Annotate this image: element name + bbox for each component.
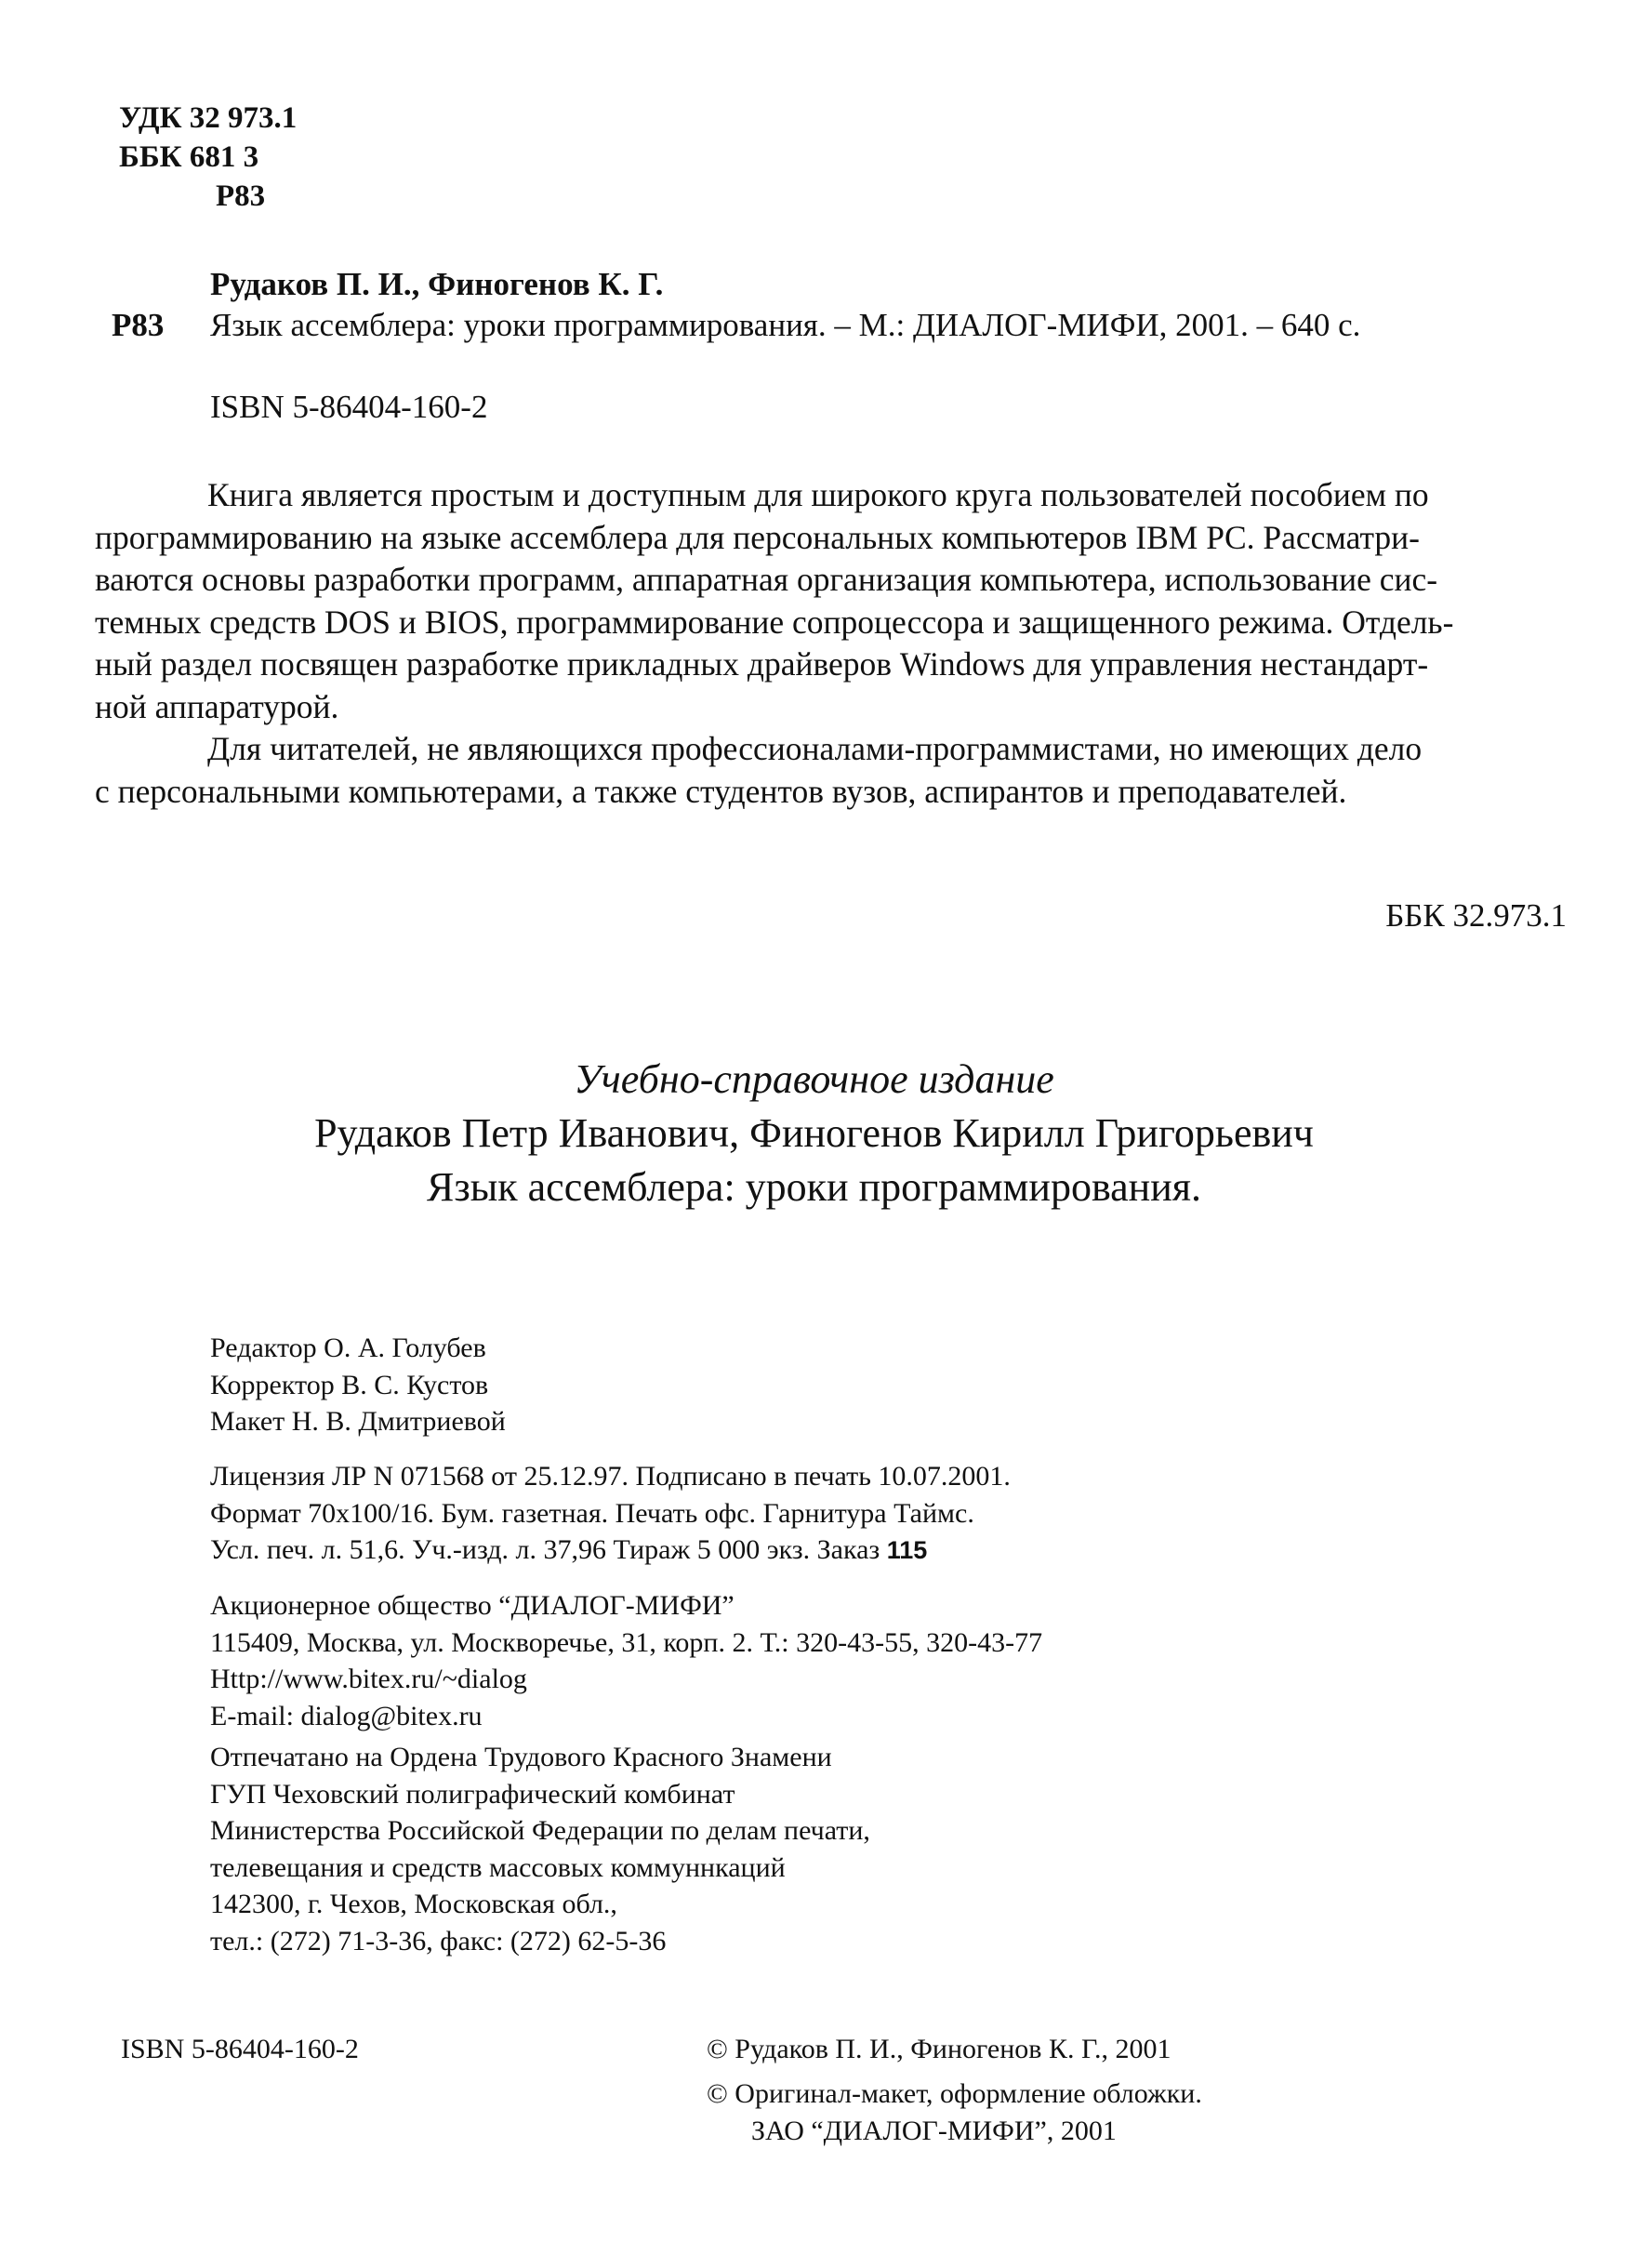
staff-editor: Редактор О. А. Голубев [210,1333,486,1363]
footer-isbn: ISBN 5-86404-160-2 [121,2034,359,2064]
copyright-publisher: ЗАО “ДИАЛОГ-МИФИ”, 2001 [751,2115,1117,2146]
abstract-line: ваются основы разработки программ, аппаратная организация компьютера, использование сис- [95,561,1438,598]
abstract [95,474,1582,813]
license-line: Лицензия ЛР N 071568 от 25.12.97. Подписано в печать 10.07.2001. [210,1461,1011,1492]
publisher-website: Http://www.bitex.ru/~dialog [210,1664,527,1694]
print-run-line [210,1532,1011,1570]
printer-line: телевещания и средств массовых коммуннкаций [210,1851,786,1883]
format-line: Формат 70x100/16. Бум. газетная. Печать офс. Гарнитура Таймс. [210,1497,974,1529]
edition-authors: Рудаков Петр Иванович, Финогенов Кирилл Григорьевич [314,1110,1314,1156]
printer-line: Министерства Российской Федерации по делам печати, [210,1815,870,1846]
copyright-authors: © Рудаков П. И., Финогенов К. Г., 2001 [707,2034,1171,2064]
bbk-code: ББК 681 3 [119,140,259,174]
reference-margin-code: Р83 [112,307,165,343]
reference-authors: Рудаков П. И., Финогенов К. Г. [210,266,664,302]
printer-line: 142300, г. Чехов, Московская обл., [210,1889,617,1919]
publisher-name: Акционерное общество “ДИАЛОГ-МИФИ” [210,1590,735,1621]
publisher-email: E-mail: dialog@bitex.ru [210,1700,483,1731]
publisher-block [210,1587,1042,1734]
printer-block [210,1739,870,1959]
edition-type: Учебно-справочное издание [574,1056,1054,1102]
printer-line: Отпечатано на Ордена Трудового Красного Знамени [210,1742,832,1772]
print-run-text: Усл. печ. л. 51,6. Уч.-изд. л. 37,96 Тираж 5 000 экз. Заказ [210,1534,880,1565]
udk-code: УДК 32 973.1 [119,101,298,135]
abstract-paragraph-1 [95,474,1582,728]
reference-isbn: ISBN 5-86404-160-2 [210,389,488,425]
abstract-line: с персональными компьютерами, а также студентов вузов, аспирантов и преподавателей. [95,772,1347,810]
abstract-line: Для читателей, не являющихся профессионалами-программистами, но имеющих дело [207,730,1423,767]
license-block [210,1458,1011,1570]
staff-list [210,1330,506,1440]
publisher-address: 115409, Москва, ул. Москворечье, 31, корп. 2. Т.: 320-43-55, 320-43-77 [210,1626,1043,1658]
order-number: 115 [886,1536,928,1564]
abstract-line: ной аппаратурой. [95,687,339,725]
bbk-classification: ББК 32.973.1 [1385,897,1567,934]
abstract-line: ный раздел посвящен разработке прикладных драйверов Windows для управления нестандарт- [95,645,1429,683]
staff-layout: Макет Н. В. Дмитриевой [210,1406,506,1437]
abstract-paragraph-2 [95,728,1582,813]
staff-proofreader: Корректор В. С. Кустов [210,1369,489,1400]
printer-line: ГУП Чеховский полиграфический комбинат [210,1778,735,1810]
author-code: Р83 [216,179,266,213]
abstract-line: Книга является простым и доступным для широкого круга пользователей пособием по [207,476,1429,513]
printer-line: тел.: (272) 71-3-36, факс: (272) 62-5-36 [210,1925,667,1956]
abstract-line: программированию на языке ассемблера для персональных компьютеров IBM PC. Рассматри- [95,518,1420,556]
copyright-layout: © Оригинал-макет, оформление обложки. [707,2078,1202,2109]
abstract-line: темных средств DOS и BIOS, программирование сопроцессора и защищенного режима. Отдель- [95,603,1454,641]
reference-title-line: Язык ассемблера: уроки программирования. – М.: ДИАЛОГ-МИФИ, 2001. – 640 с. [210,307,1361,343]
edition-title: Язык ассемблера: уроки программирования. [426,1164,1202,1210]
